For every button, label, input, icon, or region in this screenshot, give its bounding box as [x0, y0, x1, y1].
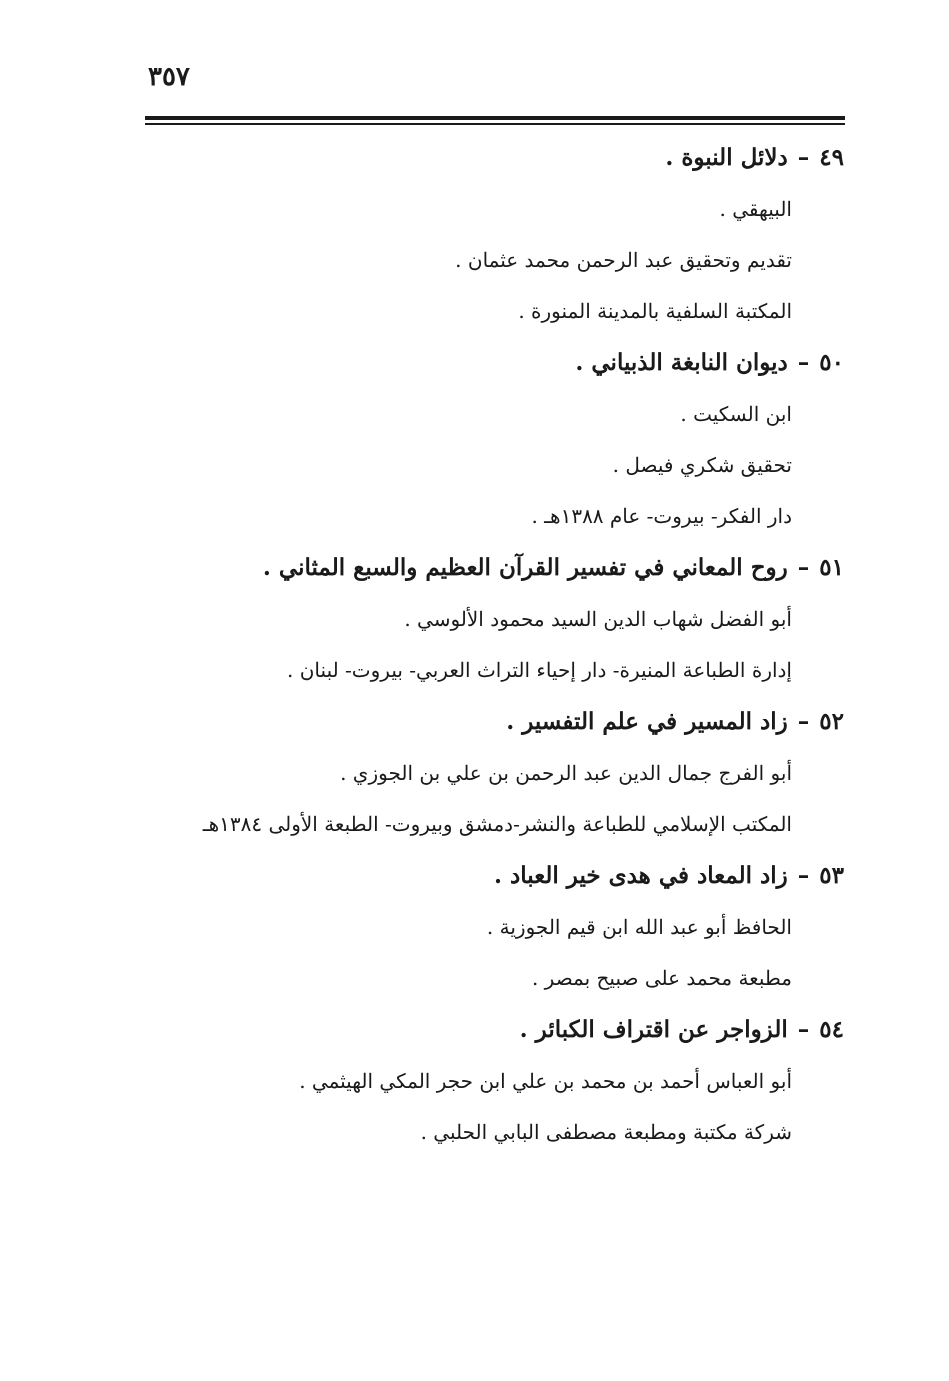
entry-author: البيهقي .	[719, 197, 792, 221]
entry-title-text: ديوان النابغة الذبياني .	[575, 349, 788, 376]
entry-publisher: إدارة الطباعة المنيرة- دار إحياء التراث العربي- بيروت- لبنان .	[287, 658, 792, 682]
entry-editor: تقديم وتحقيق عبد الرحمن محمد عثمان .	[455, 248, 792, 272]
entry-author: أبو الفضل شهاب الدين السيد محمود الألوسي .	[404, 607, 792, 631]
entry-publisher: المكتبة السلفية بالمدينة المنورة .	[518, 299, 792, 323]
entry-publisher: المكتب الإسلامي للطباعة والنشر-دمشق وبيروت- الطبعة الأولى ١٣٨٤هـ	[202, 812, 792, 836]
bibliography-entry	[124, 1004, 844, 1158]
bibliography-entry	[124, 542, 844, 696]
bibliography-entry	[124, 132, 844, 337]
entry-author: أبو الفرج جمال الدين عبد الرحمن بن علي بن الجوزي .	[340, 761, 792, 785]
entry-number: ٥٤	[819, 1016, 844, 1043]
entry-title: ٤٩–دلائل النبوة .	[665, 144, 844, 171]
entry-number: ٥٠	[819, 349, 844, 376]
entry-title: ٥١–روح المعاني في تفسير القرآن العظيم والسبع المثاني .	[262, 554, 844, 581]
bibliography-entry	[124, 696, 844, 850]
entry-editor: تحقيق شكري فيصل .	[612, 453, 792, 477]
bibliography-entry	[124, 337, 844, 542]
entry-title: ٥٢–زاد المسير في علم التفسير .	[506, 708, 844, 735]
entry-publisher: مطبعة محمد على صبيح بمصر .	[531, 966, 792, 990]
entry-author: الحافظ أبو عبد الله ابن قيم الجوزية .	[486, 915, 792, 939]
entry-title-text: زاد المعاد في هدى خير العباد .	[494, 862, 788, 889]
entry-number: ٥٢	[819, 708, 844, 735]
entry-title-text: روح المعاني في تفسير القرآن العظيم والسبع المثاني .	[262, 554, 788, 581]
entry-title: ٥٠–ديوان النابغة الذبياني .	[575, 349, 844, 376]
entry-title: ٥٣–زاد المعاد في هدى خير العباد .	[494, 862, 844, 889]
entry-number: ٥٣	[819, 862, 844, 889]
header-rule-thin	[145, 123, 845, 125]
entry-title-text: الزواجر عن اقتراف الكبائر .	[519, 1016, 788, 1043]
entry-number: ٥١	[819, 554, 844, 581]
entry-author: أبو العباس أحمد بن محمد بن علي ابن حجر المكي الهيثمي .	[299, 1069, 792, 1093]
page-number: ٣٥٧	[148, 62, 190, 92]
entry-title: ٥٤–الزواجر عن اقتراف الكبائر .	[519, 1016, 844, 1043]
entry-title-text: زاد المسير في علم التفسير .	[506, 708, 788, 735]
entry-author: ابن السكيت .	[680, 402, 792, 426]
bibliography-list	[124, 132, 844, 1158]
entry-number: ٤٩	[819, 144, 844, 171]
bibliography-entry	[124, 850, 844, 1004]
header-rule-thick	[145, 116, 845, 120]
entry-title-text: دلائل النبوة .	[665, 144, 788, 171]
entry-publisher: شركة مكتبة ومطبعة مصطفى البابي الحلبي .	[420, 1120, 792, 1144]
entry-publisher: دار الفكر- بيروت- عام ١٣٨٨هـ .	[531, 504, 792, 528]
